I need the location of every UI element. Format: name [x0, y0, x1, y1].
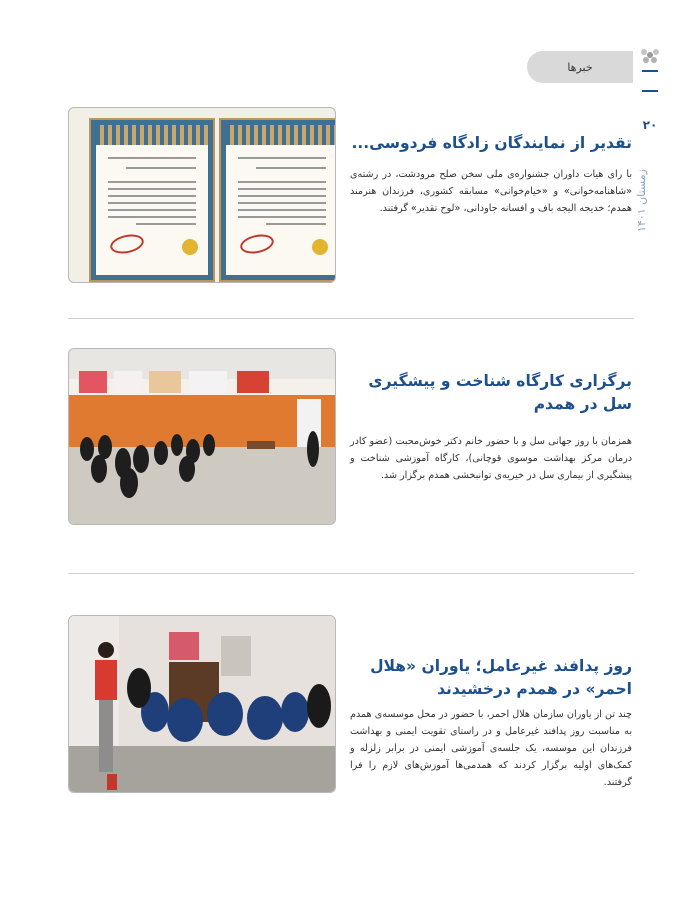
article-body: چند تن از یاوران سازمان هلال احمر، با حضور در محل موسسه‌ی همدم به مناسبت روز پدافند غیرعامل و در راستای تقویت ایمنی و بهداشت فرزندان این موسسه، یک جلسه‌ی آموزشی ایمنی در برابر زلزله و کمک‌های اولیه برگزار کردند که همدمی‌ها آموزش‌های لازم را فرا گرفتند.	[350, 709, 632, 788]
workshop-photo	[68, 348, 336, 525]
page-rail	[633, 46, 667, 236]
divider	[68, 318, 634, 319]
certificate	[91, 120, 213, 280]
article-title: تقدیر از نمایندگان زادگاه فردوسی...	[351, 134, 632, 152]
article-title: برگزاری کارگاه شناخت و پیشگیری سل در همدم	[368, 372, 632, 413]
divider	[68, 573, 634, 574]
rail-rule	[642, 90, 658, 92]
article-body: با رای هیات داوران جشنواره‌ی ملی سخن صلح مرودشت، در رشته‌ی «شاهنامه‌خوانی» و «خیام‌خوانی» مسابقه کشوری، فرزندان هنرمند همدم؛ خدیجه الیجه باف و افسانه جاودانی، «لوح تقدیر» گرفتند.	[350, 169, 632, 214]
season-label: زمستان ۱۴۰۱	[635, 169, 648, 232]
page-number: ۲۰	[642, 118, 658, 132]
section-label: خبرها	[567, 60, 593, 74]
certificate	[221, 120, 336, 280]
article-body: همزمان با روز جهانی سل و با حضور خانم دکتر خوش‌محبت (عضو کادر درمان مرکز بهداشت موسوی قوچانی)، کارگاه آموزشی شناخت و پیشگیری از بیماری سل در خیریه‌ی توانبخشی همدم برگزار شد.	[350, 436, 632, 481]
certificates-photo	[68, 107, 336, 283]
drill-photo	[68, 615, 336, 793]
article-title: روز پدافند غیرعامل؛ یاوران «هلال احمر» در همدم درخشیدند	[370, 657, 632, 698]
section-tab	[527, 51, 633, 83]
rail-rule	[642, 70, 658, 72]
flower-logo-icon	[639, 46, 661, 64]
